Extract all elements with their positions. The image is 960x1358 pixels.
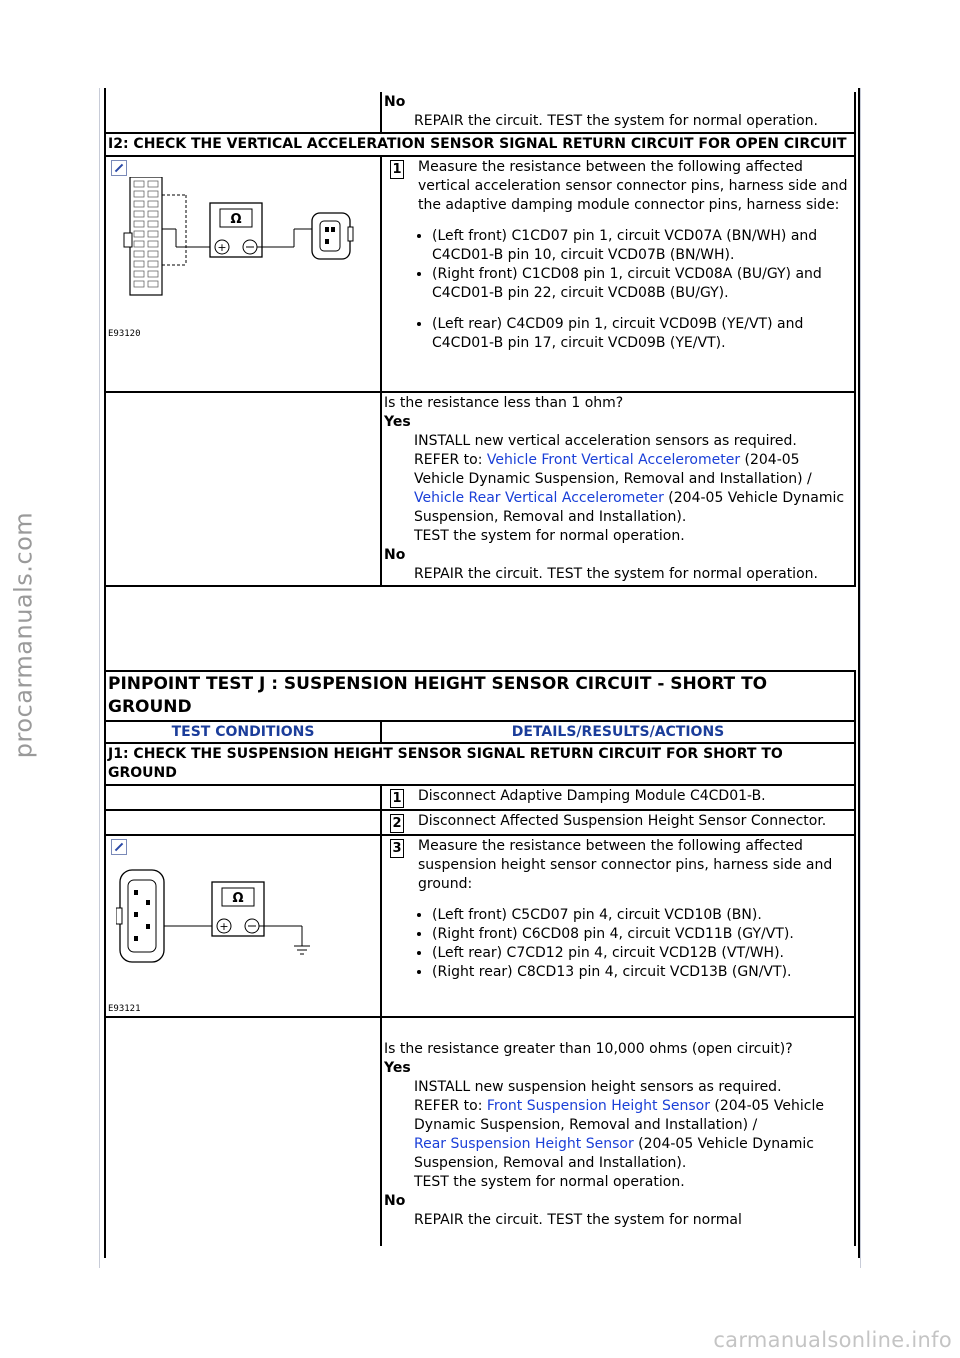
yes-label: Yes [384,414,411,430]
j1-title: J1: CHECK THE SUSPENSION HEIGHT SENSOR SIGNAL RETURN CIRCUIT FOR SHORT TO GROUND [105,743,855,785]
j1-step-2 [384,812,852,833]
i2-question: Is the resistance less than 1 ohm? [384,395,624,411]
list-item: • (Right front) C1CD08 pin 1, circuit VCD08A (BU/GY) and C4CD01-B pin 22, circuit VCD08B (BU/GY). [432,265,852,303]
j1-result-row [105,1017,855,1246]
link-suffix: (204-05 Vehicle Dynamic Suspension, Removal and Installation). [414,490,845,525]
yes-block [384,1078,852,1192]
j1-step1-row [105,785,855,810]
j1-figure-label: E93121 [108,1004,141,1014]
svg-text:Ω: Ω [232,891,244,906]
step-text: Disconnect Affected Suspension Height Sensor Connector. [418,813,827,829]
step-number: 1 [390,160,404,179]
i2-step-1 [384,158,852,215]
link-rear-vertical-accelerometer[interactable]: Vehicle Rear Vertical Accelerometer [414,490,664,506]
j1-step-3 [384,837,852,894]
yes-test: TEST the system for normal operation. [414,528,685,544]
i2-circuit-diagram [116,177,376,357]
i2-step1-row [105,156,855,392]
i2-pin-list [384,227,852,353]
svg-text:Ω: Ω [230,212,242,227]
zoom-icon[interactable] [111,839,127,855]
list-item: • (Left front) C1CD07 pin 1, circuit VCD07A (BN/WH) and C4CD01-B pin 10, circuit VCD07B (BN/WH). [432,227,852,265]
yes-action: INSTALL new suspension height sensors as required. [414,1079,782,1095]
no-label: No [384,547,406,563]
step-text: Measure the resistance between the following affected vertical acceleration sensor connector pins, harness side and the adaptive damping module connector pins, harness side: [418,159,848,213]
j1-step2-row [105,810,855,835]
i2-figure-cell [105,156,381,392]
yes-action: INSTALL new vertical acceleration sensors as required. [414,433,797,449]
link-suffix: (204-05 Vehicle Dynamic Suspension, Removal and Installation). [414,1136,814,1171]
link-front-suspension-height-sensor[interactable]: Front Suspension Height Sensor [486,1098,710,1114]
list-item: • (Left rear) C4CD09 pin 1, circuit VCD09B (YE/VT) and C4CD01-B pin 17, circuit VCD09B (YE/VT). [432,315,852,353]
list-item: • (Left rear) C7CD12 pin 4, circuit VCD12B (VT/WH). [432,944,852,963]
svg-text:+: + [219,920,229,933]
refer-line [414,1097,852,1135]
j1-question: Is the resistance greater than 10,000 ohms (open circuit)? [384,1041,793,1057]
i2-title-row [105,133,855,156]
no-label: No [384,1193,406,1209]
list-item: • (Right rear) C8CD13 pin 4, circuit VCD13B (GN/VT). [432,963,852,982]
column-headers [105,721,855,743]
step-text: Measure the resistance between the following affected suspension height sensor connector pins, harness side and ground: [418,838,833,892]
yes-test: TEST the system for normal operation. [414,1174,685,1190]
link-suffix: (204-05 Vehicle Dynamic Suspension, Removal and Installation) / [414,1098,824,1133]
bottom-watermark: carmanualsonline.info [713,1328,952,1352]
step-number: 1 [390,789,404,808]
j1-step-1 [384,787,852,808]
j1-figure-cell [105,835,381,1017]
list-item: • (Right front) C6CD08 pin 4, circuit VCD11B (GY/VT). [432,925,852,944]
step-text: Disconnect Adaptive Damping Module C4CD01-B. [418,788,766,804]
col-test-conditions: TEST CONDITIONS [105,721,381,743]
svg-text:+: + [217,241,227,254]
test-j-title: PINPOINT TEST J : SUSPENSION HEIGHT SENSOR CIRCUIT - SHORT TO GROUND [105,671,855,721]
step-number: 2 [390,814,404,833]
refer-line [414,451,852,489]
step-number: 3 [390,839,404,858]
pinpoint-test-i-table [104,92,856,587]
refer-line-2 [414,489,852,527]
no-label: No [384,94,406,110]
zoom-icon[interactable] [111,160,127,176]
refer-line-2 [414,1135,852,1173]
link-front-vertical-accelerometer[interactable]: Vehicle Front Vertical Accelerometer [486,452,741,468]
no-text: REPAIR the circuit. TEST the system for normal [414,1212,742,1228]
i2-figure-label: E93120 [108,329,141,339]
i2-title: I2: CHECK THE VERTICAL ACCELERATION SENSOR SIGNAL RETURN CIRCUIT FOR OPEN CIRCUIT [105,133,855,156]
i1-no-row [105,92,855,133]
page-margin-line-right [860,88,861,1268]
j1-step3-row [105,835,855,1017]
link-suffix: (204-05 Vehicle Dynamic Suspension, Removal and Installation) / [414,452,812,487]
list-item: • (Left front) C5CD07 pin 4, circuit VCD10B (BN). [432,906,852,925]
side-watermark: procarmanuals.com [9,511,38,759]
refer-label: REFER to: [414,1098,483,1114]
j1-pin-list [384,906,852,982]
yes-label: Yes [384,1060,411,1076]
page-margin-line-left [99,88,100,1268]
i2-result-row [105,392,855,586]
yes-block [384,432,852,546]
no-text: REPAIR the circuit. TEST the system for normal operation. [414,566,818,582]
col-details: DETAILS/RESULTS/ACTIONS [381,721,855,743]
link-rear-suspension-height-sensor[interactable]: Rear Suspension Height Sensor [414,1136,634,1152]
j1-circuit-diagram [116,862,356,1002]
refer-label: REFER to: [414,452,483,468]
pinpoint-test-j-table [104,670,856,1246]
no-text: REPAIR the circuit. TEST the system for normal operation. [414,113,818,129]
